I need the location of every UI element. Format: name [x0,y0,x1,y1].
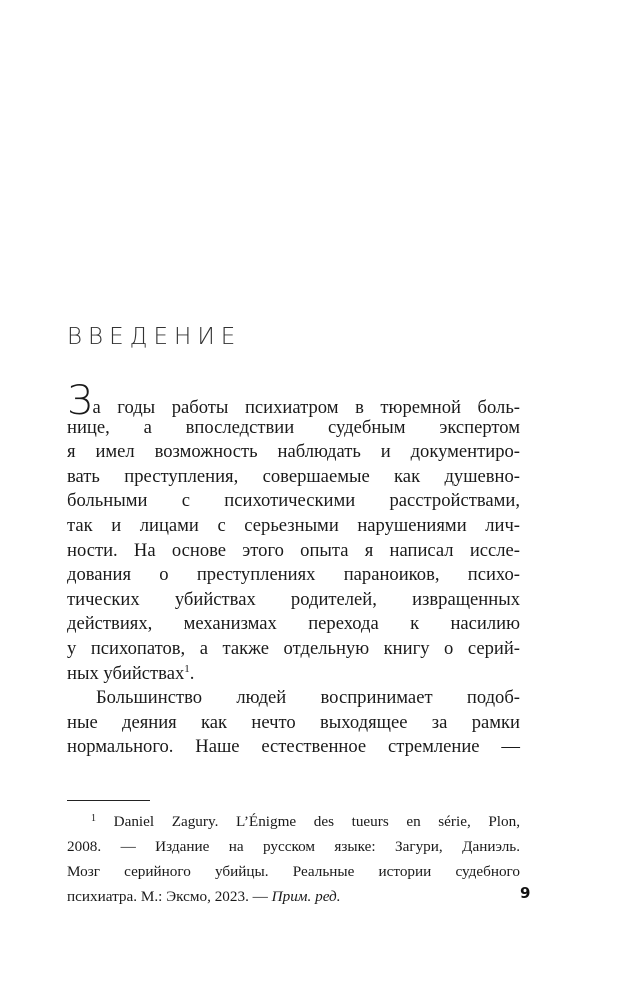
text-line: так и лицами с серьезными нарушениями лич- [67,514,520,536]
footnote-divider [67,800,150,801]
text-line: я имел возможность наблюдать и документиро- [67,441,520,463]
text-line: ности. На основе этого опыта я написал иссле- [67,539,520,561]
text-line: вать преступления, совершаемые как душевно- [67,465,520,487]
drop-cap: З [67,378,93,424]
text-line [67,378,520,424]
text-line: ных убийствах$^1$. [67,662,195,684]
text-line: у психопатов, а также отдельную книгу о серий- [67,637,520,659]
page-number: 9 [520,884,531,902]
editor-note: Прим. ред. [271,888,341,905]
text-line: Большинство людей воспринимает подоб- [96,687,520,709]
footnote-line: Мозг серийного убийцы. Реальные истории судебного [67,863,520,880]
footnote-reference[interactable]: 1 [184,662,190,675]
body-text [67,378,520,760]
text-line: ные деяния как нечто выходящее за рамки [67,711,520,733]
chapter-title: ВВЕДЕНИЕ [67,324,242,350]
text-line: тических убийствах родителей, извращенных [67,588,520,610]
text-line: действиях, механизмах перехода к насилию [67,613,520,635]
footnote-line-content: Daniel Zagury. L’Énigme des tueurs en série, Plon, [113,813,521,830]
footnote-line [67,884,520,909]
footnote [67,809,520,909]
text-line-content: а годы работы психиатром в тюремной боль- [92,397,520,418]
footnote-line-content: психиатра. М.: Эксмо, 2023. — [67,888,272,905]
text-line: нормального. Наше естественное стремление — [67,736,520,758]
footnote-marker: 1 [91,813,96,824]
footnote-line: 2008. — Издание на русском языке: Загури, Даниэль. [67,838,520,855]
text-line-content: ных убийствах [67,662,185,684]
text-line: нице, а впоследствии судебным экспертом [67,416,520,438]
footnote-line [67,809,520,834]
text-line: больными с психотическими расстройствами, [67,490,520,512]
text-line: дования о преступлениях параноиков, психо- [67,564,520,586]
